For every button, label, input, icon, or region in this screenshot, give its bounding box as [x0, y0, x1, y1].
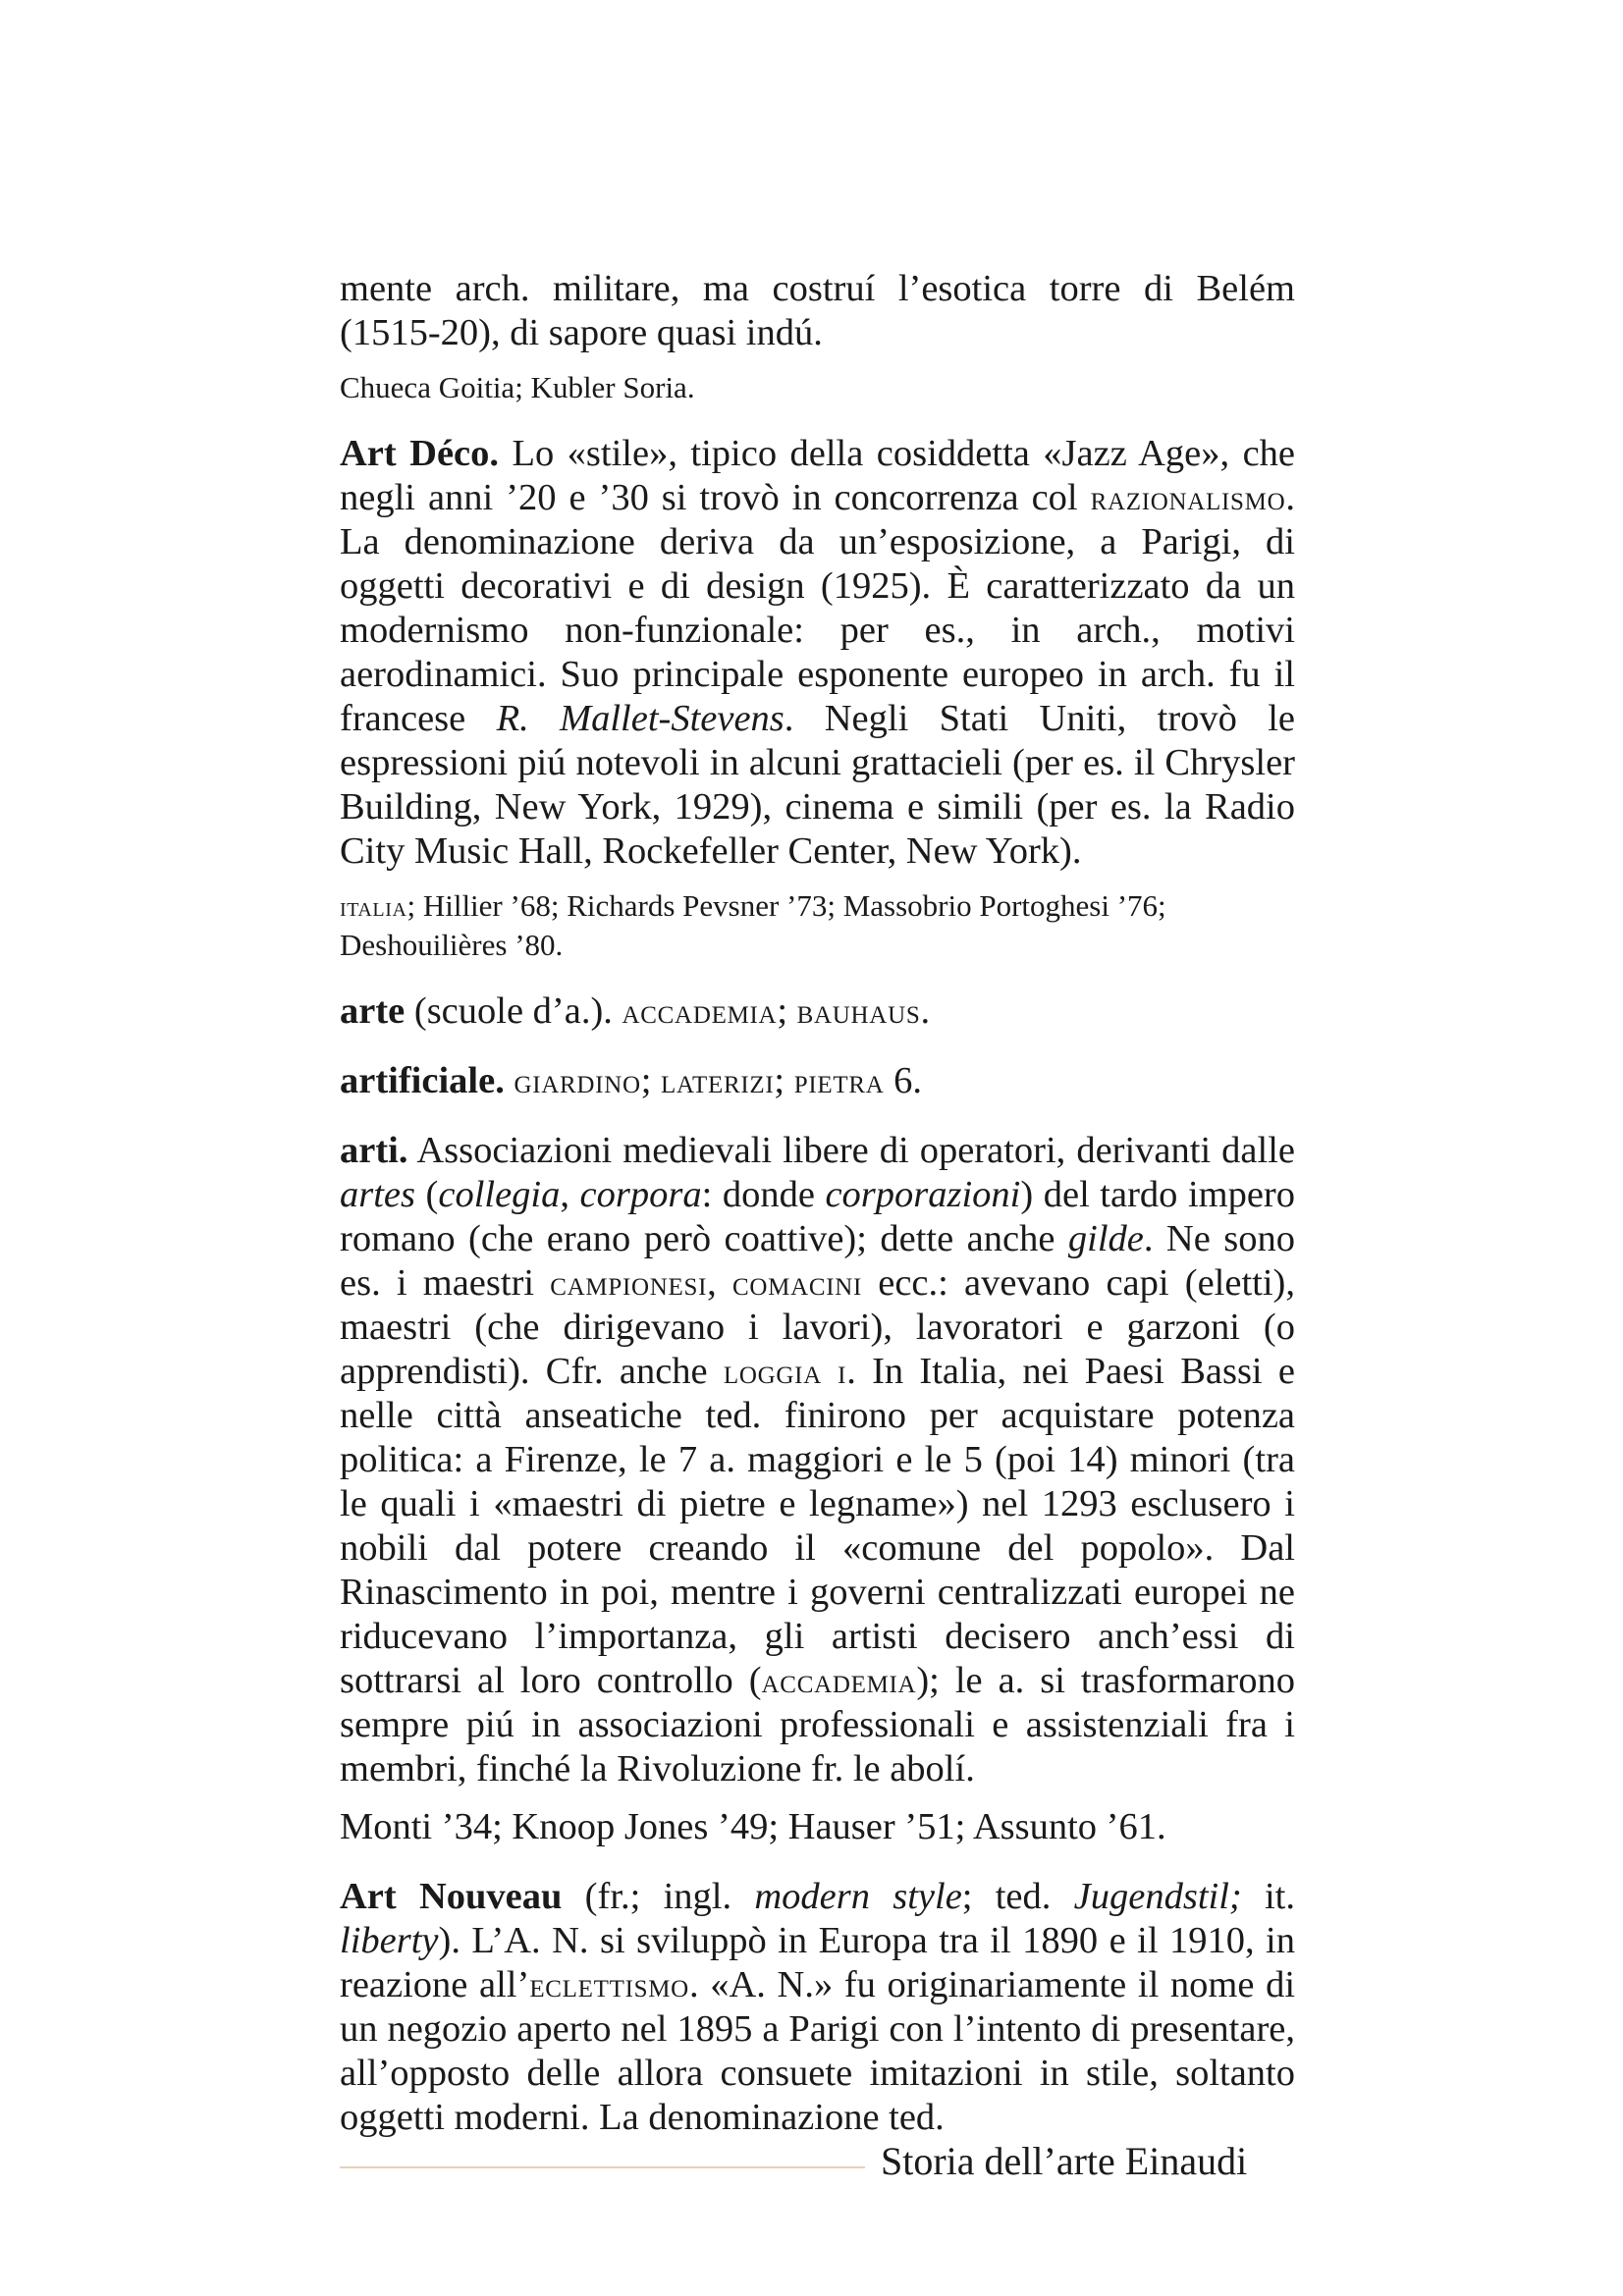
bibliography-text: Chueca Goitia; Kubler Soria.: [340, 370, 695, 404]
entry-art-deco: [340, 432, 1295, 874]
term: Jugendstil;: [1073, 1876, 1242, 1917]
entry-text: (: [415, 1174, 439, 1215]
cross-reference: campionesi: [550, 1263, 708, 1303]
entry-art-nouveau: [340, 1875, 1295, 2140]
entry-arte: [340, 989, 1295, 1034]
entry-headword: artificiale.: [340, 1060, 505, 1101]
term: modern style: [754, 1876, 962, 1917]
cross-reference: laterizi: [661, 1061, 775, 1100]
latin-term: collegia: [438, 1174, 561, 1215]
entry-artificiale: artificiale. giardino; laterizi; pietra 6.: [340, 1060, 923, 1101]
entry-headword: Art Déco.: [340, 433, 500, 474]
bibliography: [340, 369, 1295, 406]
entry-text: 6.: [884, 1060, 923, 1101]
entry-text: . Negli Stati Uniti, trovò le espressioni piú notevoli in alcuni grattacieli (per es. il Chrysler Building, New York, 1929), cinema e simili (per es. la Radio City Music Hall, Rockefeller Center, New York).: [340, 698, 1295, 872]
cross-reference: bauhaus: [796, 991, 921, 1031]
entry-text: . Ne sono es. i maestri: [340, 1218, 1296, 1304]
dictionary-page: [340, 267, 1295, 2140]
entry-text: ,: [560, 1174, 580, 1215]
entry-text: ). L’A. N. si sviluppò in Europa tra il 1890 e il 1910, in reazione all’: [340, 1920, 1295, 2005]
bibliography: [340, 887, 1295, 964]
entry-continuation: [340, 267, 1295, 355]
term: gilde: [1067, 1218, 1144, 1259]
term: liberty: [340, 1920, 439, 1961]
bibliography-text: ; Hillier ’68; Richards Pevsner ’73; Massobrio Portoghesi ’76; Deshouilières ’80.: [340, 888, 1166, 962]
entry-text: . «A. N.» fu originariamente il nome di un negozio aperto nel 1895 a Parigi con l’intento di presentare, all’opposto delle allora consuete imitazioni in stile, soltanto oggetti moderni. La denominazione ted.: [340, 1964, 1296, 2138]
entry-text: .: [920, 990, 931, 1032]
entry-text: ,: [707, 1262, 732, 1304]
cross-reference: eclettismo: [529, 1965, 689, 2004]
cross-reference: pietra: [793, 1061, 885, 1100]
footer-rule: [340, 2166, 865, 2168]
cross-reference: accademia: [622, 991, 778, 1031]
entry-headword: Art Nouveau: [340, 1876, 563, 1917]
entry-text: ) del tardo impero romano (che erano però coattive); dette anche: [340, 1174, 1295, 1259]
entry-text: ); le a. si trasformarono sempre piú in associazioni professionali e assistenziali fra i membri, finché la Rivoluzione fr. le abolí.: [340, 1660, 1295, 1789]
entry-text: (fr.; ingl.: [562, 1876, 755, 1917]
entry-text: Associazioni medievali libere di operatori, derivanti dalle: [407, 1130, 1295, 1171]
entry-text: . La denominazione deriva da un’esposizione, a Parigi, di oggetti decorativi e di design (1925). È caratterizzato da un modernismo non-funzionale: per es., in arch., motivi aerodinamici. Suo principale esponente europeo in arch. fu il francese: [340, 477, 1295, 739]
entry-text: ; ted.: [961, 1876, 1074, 1917]
bibliography: [340, 1805, 1295, 1849]
entry-text: . In Italia, nei Paesi Bassi e nelle città anseatiche ted. finirono per acquistare potenza politica: a Firenze, le 7 a. maggiori e le 5 (poi 14) minori (tra le quali i «maestri di pietre e legname») nel 1293 esclusero i nobili dal potere creando il «comune del popolo». Dal Rinascimento in poi, mentre i governi centralizzati europei ne riducevano l’importanza, gli artisti decisero anch’essi di sottrarsi al loro controllo (: [340, 1351, 1295, 1701]
cross-reference: loggia i: [723, 1352, 847, 1391]
bibliography-text: Monti ’34; Knoop Jones ’49; Hauser ’51; Assunto ’61.: [340, 1806, 1166, 1847]
cross-reference: comacini: [731, 1263, 863, 1303]
latin-term: corpora: [579, 1174, 702, 1215]
entry-headword: arte: [340, 990, 406, 1032]
person-name: R. Mallet-Stevens: [496, 698, 784, 739]
footer-title: Storia dell’arte Einaudi: [881, 2139, 1248, 2183]
entry-arti: [340, 1129, 1295, 1791]
entry-text: ;: [777, 990, 797, 1032]
entry-headword: arti.: [340, 1130, 408, 1171]
entry-text: Lo «stile», tipico della cosiddetta «Jazz Age», che negli anni ’20 e ’30 si trovò in concorrenza col: [340, 433, 1295, 518]
entry-text: (scuole d’a.).: [405, 990, 622, 1032]
cross-reference: italia: [340, 892, 407, 923]
term: corporazioni: [825, 1174, 1021, 1215]
entry-text: ecc.: avevano capi (eletti), maestri (che dirigevano i lavori), lavoratori e garzoni (o apprendisti). Cfr. anche: [340, 1262, 1295, 1392]
entry-text: : donde: [701, 1174, 826, 1215]
entry-text: mente arch. militare, ma costruí l’esotica torre di Belém (1515-20), di sapore quasi indú.: [340, 268, 1295, 353]
cross-reference: razionalismo: [1090, 478, 1286, 517]
cross-reference: accademia: [761, 1661, 917, 1700]
cross-reference: giardino: [514, 1061, 641, 1100]
entry-text: it.: [1241, 1876, 1295, 1917]
latin-term: artes: [340, 1174, 415, 1215]
